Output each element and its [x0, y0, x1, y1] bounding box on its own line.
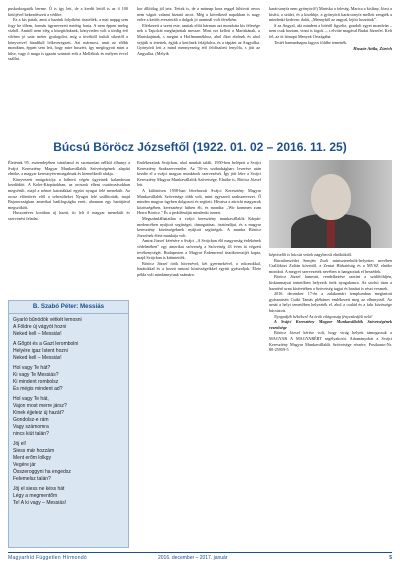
poem-line: Vajon most merre jársz?	[13, 403, 67, 409]
poem-title: B. Szabó Péter: Messiás	[9, 301, 128, 314]
poem-body	[9, 317, 128, 507]
top-right-paragraphs	[269, 6, 392, 45]
paragraph: Böröcz József örök hitvesével, két gyermekével, a rokonokkal, barátokkal és a hozzá tartozó közösségeikkel együtt gyászoljuk. Élete példa volt mindannyiunk számára.	[137, 260, 261, 277]
portrait-photo	[269, 160, 392, 248]
page-number: 5	[389, 555, 392, 561]
top-right-column	[269, 6, 392, 52]
poem-line: Légy a megmentőm	[13, 493, 58, 499]
article-middle-column	[137, 160, 261, 277]
paragraph: Elérkezett a szent este, amitak előtt hárman azt mondotta kis félesége nek a Tapolcát meghajtottak messze. Most ezt kellett a Mariskának, a Mariskajúnak, s megint a Hoffmannékhoz, ahol őket elsőnek és ahol sejtjük is értettek, égjük a kettőnek felájdulva, és a tápjánt az Angyalka. Gyönyörű lett a mind mennyezetig érő feldíszített fenyőfa, s jött az Angyalka. (Melyik	[137, 22, 260, 56]
paragraph: Búcsúbeszédet Semjén Zsolt miniszterelnök-helyettes nevében Csallóközi Zoltán követtől, a Zentai Hírhatóság és a MVSZ elnöke mondott. A megyei szervezetek nevében is hangzottak el beszédek.	[269, 257, 392, 274]
paragraph: kor állítólag jól tetz. Tettek is, de a másnap kora reggel kihívott orvos nem vágott valami biztató arcot. Még a következő napokban is nagy erőre a kettős ereszterált a dolgok jó urantnál volt férsékém.	[137, 6, 260, 23]
poem-stanza	[13, 396, 124, 438]
poem-line: Helyére igaz Istent hozni	[13, 348, 68, 354]
photo-face	[311, 174, 351, 220]
issue-date: 2016. december – 2017. január	[158, 555, 228, 561]
poem-line: A Gőgöt és a Gazt lerombolni	[13, 341, 79, 347]
poem-line: Hol vagy Te hát,	[13, 396, 49, 402]
paragraph: puskodozgatók berme. Ö is így lett, de a kredit lettől is az ő 100 kötöjével bekezdészett a védőre.	[8, 6, 128, 17]
poem-line: Siess már hozzám	[13, 448, 55, 454]
poem-stanza	[13, 341, 124, 362]
poem-line: Te! A ki vagy – Messiás!	[13, 500, 67, 506]
paragraph: Huszonéves korában új hazát, itt lelt ő magyar menekült és szervezési feladat.	[8, 210, 130, 221]
poem-line: Ki mindent rombolsz	[13, 379, 59, 385]
paragraph: Életének 95. esztendejében váratlanul és szomorúan nélkül elhunyt a Svájci Keresztény Magyar Munkavállalók Szövetségének alapító elnöke, a magyar keresztyén-mozgalmak és kiemelkedő alakja.	[8, 160, 130, 177]
poem-line: nincs kiút talán?	[13, 431, 49, 437]
paragraph: Amint József kérésére a Svájci „A Svájcban élő magyarság érdekének védelmében" egy amerikai szövetség a Szövetség 43 éven át végzett tevékenységét. Budapesten a Magyar Érdemrend tisztikeresztjét kapta, majd Svájcban is kitüntették.	[137, 238, 261, 261]
signature: Huszár Attila, Zürich	[353, 46, 392, 52]
poem-line: Ki vagy Te Messiás?	[13, 372, 59, 378]
paragraph: 2016. december 17-én a zalakomári templomban megtartott gyászmisén Csáki Tamás plébános emlékezett meg az elhunytról. Az urnát a helyi temetőben helyezték el, ahol a család és a falu közössége búcsúzott.	[269, 291, 392, 313]
poem-line: Gyarló bűnödök vétkét lemosni	[13, 317, 82, 323]
poem-stanza	[13, 486, 124, 507]
paragraph: karácsonyfa nem gyönyörű?) Mariska a feleség, Marica a kislány, Józsi a kisfiú, a szülei, és a kisebbje, a gyönyörű karácsonyfa mellett zengték a mindenki kedvenc dalát, „Mennyből az angyal, lejött hozzátok".	[269, 6, 392, 23]
paragraph: Böröcz József kérése volt, hogy virág helyett támogassuk a MAGYAR A MAGYARÉRT segélyakciót. Adományokat a Svájci Keresztény Magyar Munkavállalók Szövetsége részére, Postkonto-Nr. 80-25959-5	[269, 330, 392, 353]
top-left-column	[8, 6, 128, 62]
poem-line: Gondolsz-e rám	[13, 417, 49, 423]
paragraph: Ez a kis patak, amit a hazánk folyóként tisztelték, a mai nappg sem fogy be tőlem, formás ügynevezett medrig fonta. A nem éppen meleg vízből. Amitől nem elég a kisegítőnknek, könyveden volt a tördig érő vőrben jó száz méter gyalogolni, míg a tövéktől indult sikertől a könyveivel fáradtból lelkeceregzett. Azt mármost, amit az előbb mondtam, éppen sem lett, hogy mire huszért, így megfogyott mint a hűse, vagy ő maga is igazán szántott erőt a Mellékisk és mélyen évvel szállni.	[8, 17, 128, 62]
article-right-column	[269, 252, 392, 353]
poem-line: Neked kell – Messiás!	[13, 331, 62, 337]
paragraph: Nyugodjék békében! Az örök világosság fényeskedjék neki!	[274, 313, 373, 319]
paragraph: A különösen 1958-ban létrehozott Svájci Keresztény Magyar Munkavállalók Szövetsége több volt, mint egyszerű szakszervezet. Ő minden magyar ügyben dolgozott és segített. Hívatva a zürichi magyarok közösségében, keresztényi hitben élt, és mondta: „Wir kommen zum Herrn Böröcz." És a problémáját mindenki ismeri.	[137, 187, 261, 216]
poem-line: Kinek éjjeleiz új hazát?	[13, 410, 64, 416]
paragraph: Megszámlálhatatlan a svájci keresztény munkavállalók Kárpát-medencében nyújtott segítségei, támogatásai, ösztöndíjai, és a magyar keresztény közösségeknek nyújtott segítségek. A munka Böröcz Józsefnek élete munkája volt.	[137, 215, 261, 238]
footer-rule	[8, 552, 392, 553]
poem-line: Összeroggyni ha engedsz	[13, 469, 71, 475]
paragraph: képviselői is búcsút vettek nagybecsű elnöküktől.	[269, 252, 353, 257]
poem-line: Jöj el siess ne késs hát	[13, 486, 65, 492]
poem-line: Felemelsz talán?	[13, 476, 51, 482]
top-middle-column	[137, 6, 260, 56]
poem-line: A Földre új vágyót hozni	[13, 324, 67, 330]
photo-tie	[327, 218, 335, 248]
poem-line: Jöj el!	[13, 441, 27, 447]
article-title: Búcsú Böröcz Józseftől (1922. 01. 02 – 2016. 11. 25)	[53, 140, 347, 154]
publication-name: Magyarhíd Független Hírmondó	[8, 555, 87, 561]
poem-stanza	[13, 365, 124, 393]
article-left-column	[8, 160, 130, 222]
poem-line: Vegére jár	[13, 462, 36, 468]
paragraph: Emlékezzünk Svájcban, ahol munkát talált, 1950-ben belépett a Svájci Keresztény Szakszervezetbe. Az '56-os szabadságharc leverése után kezdte el a svájci magyar munkások szervezését. Így jött létre a Svájci Keresztény Magyar Munkavállalók Szövetsége. Elnöke is, Böröcz József lett.	[137, 160, 261, 188]
poem-stanza	[13, 317, 124, 338]
poem-box	[8, 300, 129, 548]
poem-line: Neked kell – Messiás!	[13, 355, 62, 361]
poem-line: Ment erőm lolkgy	[13, 455, 52, 461]
paragraph: Könyvezett emigrációja a háború végén ügyeinek kalandosan kezdődött. A Kelet-Kárpátokban, az oroszok elleni csatározásokban megsérült, majd a német katonákkal együtt nyugat felé menekült. Az orosz előretörés elől a sebesülteket Nyugat felé szállították, majd Bajorországban amerikai hadifogságba esett, ahonnan egy barátjával megszökött.	[8, 176, 130, 210]
poem-line: És mégis mindent ad?	[13, 386, 63, 392]
paragraph: Testét harmadnapra fagyos földbe temették.	[274, 39, 348, 45]
poem-stanza	[13, 441, 124, 483]
poem-line: Hol vagy Te hát?	[13, 365, 51, 371]
poem-line: Vagy számomra	[13, 424, 49, 430]
paragraph: Böröcz József hamvait, rendelkezése szerint a szülőföldjén, kiskunmajsai temetőben helyezik örök nyugalomra. Az utolsó úton a hazatérő urna kíséretében a Szövetség tagjai és barátai is részt vesznek.	[269, 274, 392, 291]
paragraph: S az Angyal, aki mindent a hitéről figyelte, gondolt egyet mondván – nem csak hoztam, vinni is fogok –, s elvitte magával Budai Józsefet. Kelt fel, az öt hónapú Menyek Országába.	[269, 22, 392, 39]
paragraph: A Svájci Keresztény Magyar Munkavállalók Szövetségének vezetősége	[269, 319, 392, 330]
